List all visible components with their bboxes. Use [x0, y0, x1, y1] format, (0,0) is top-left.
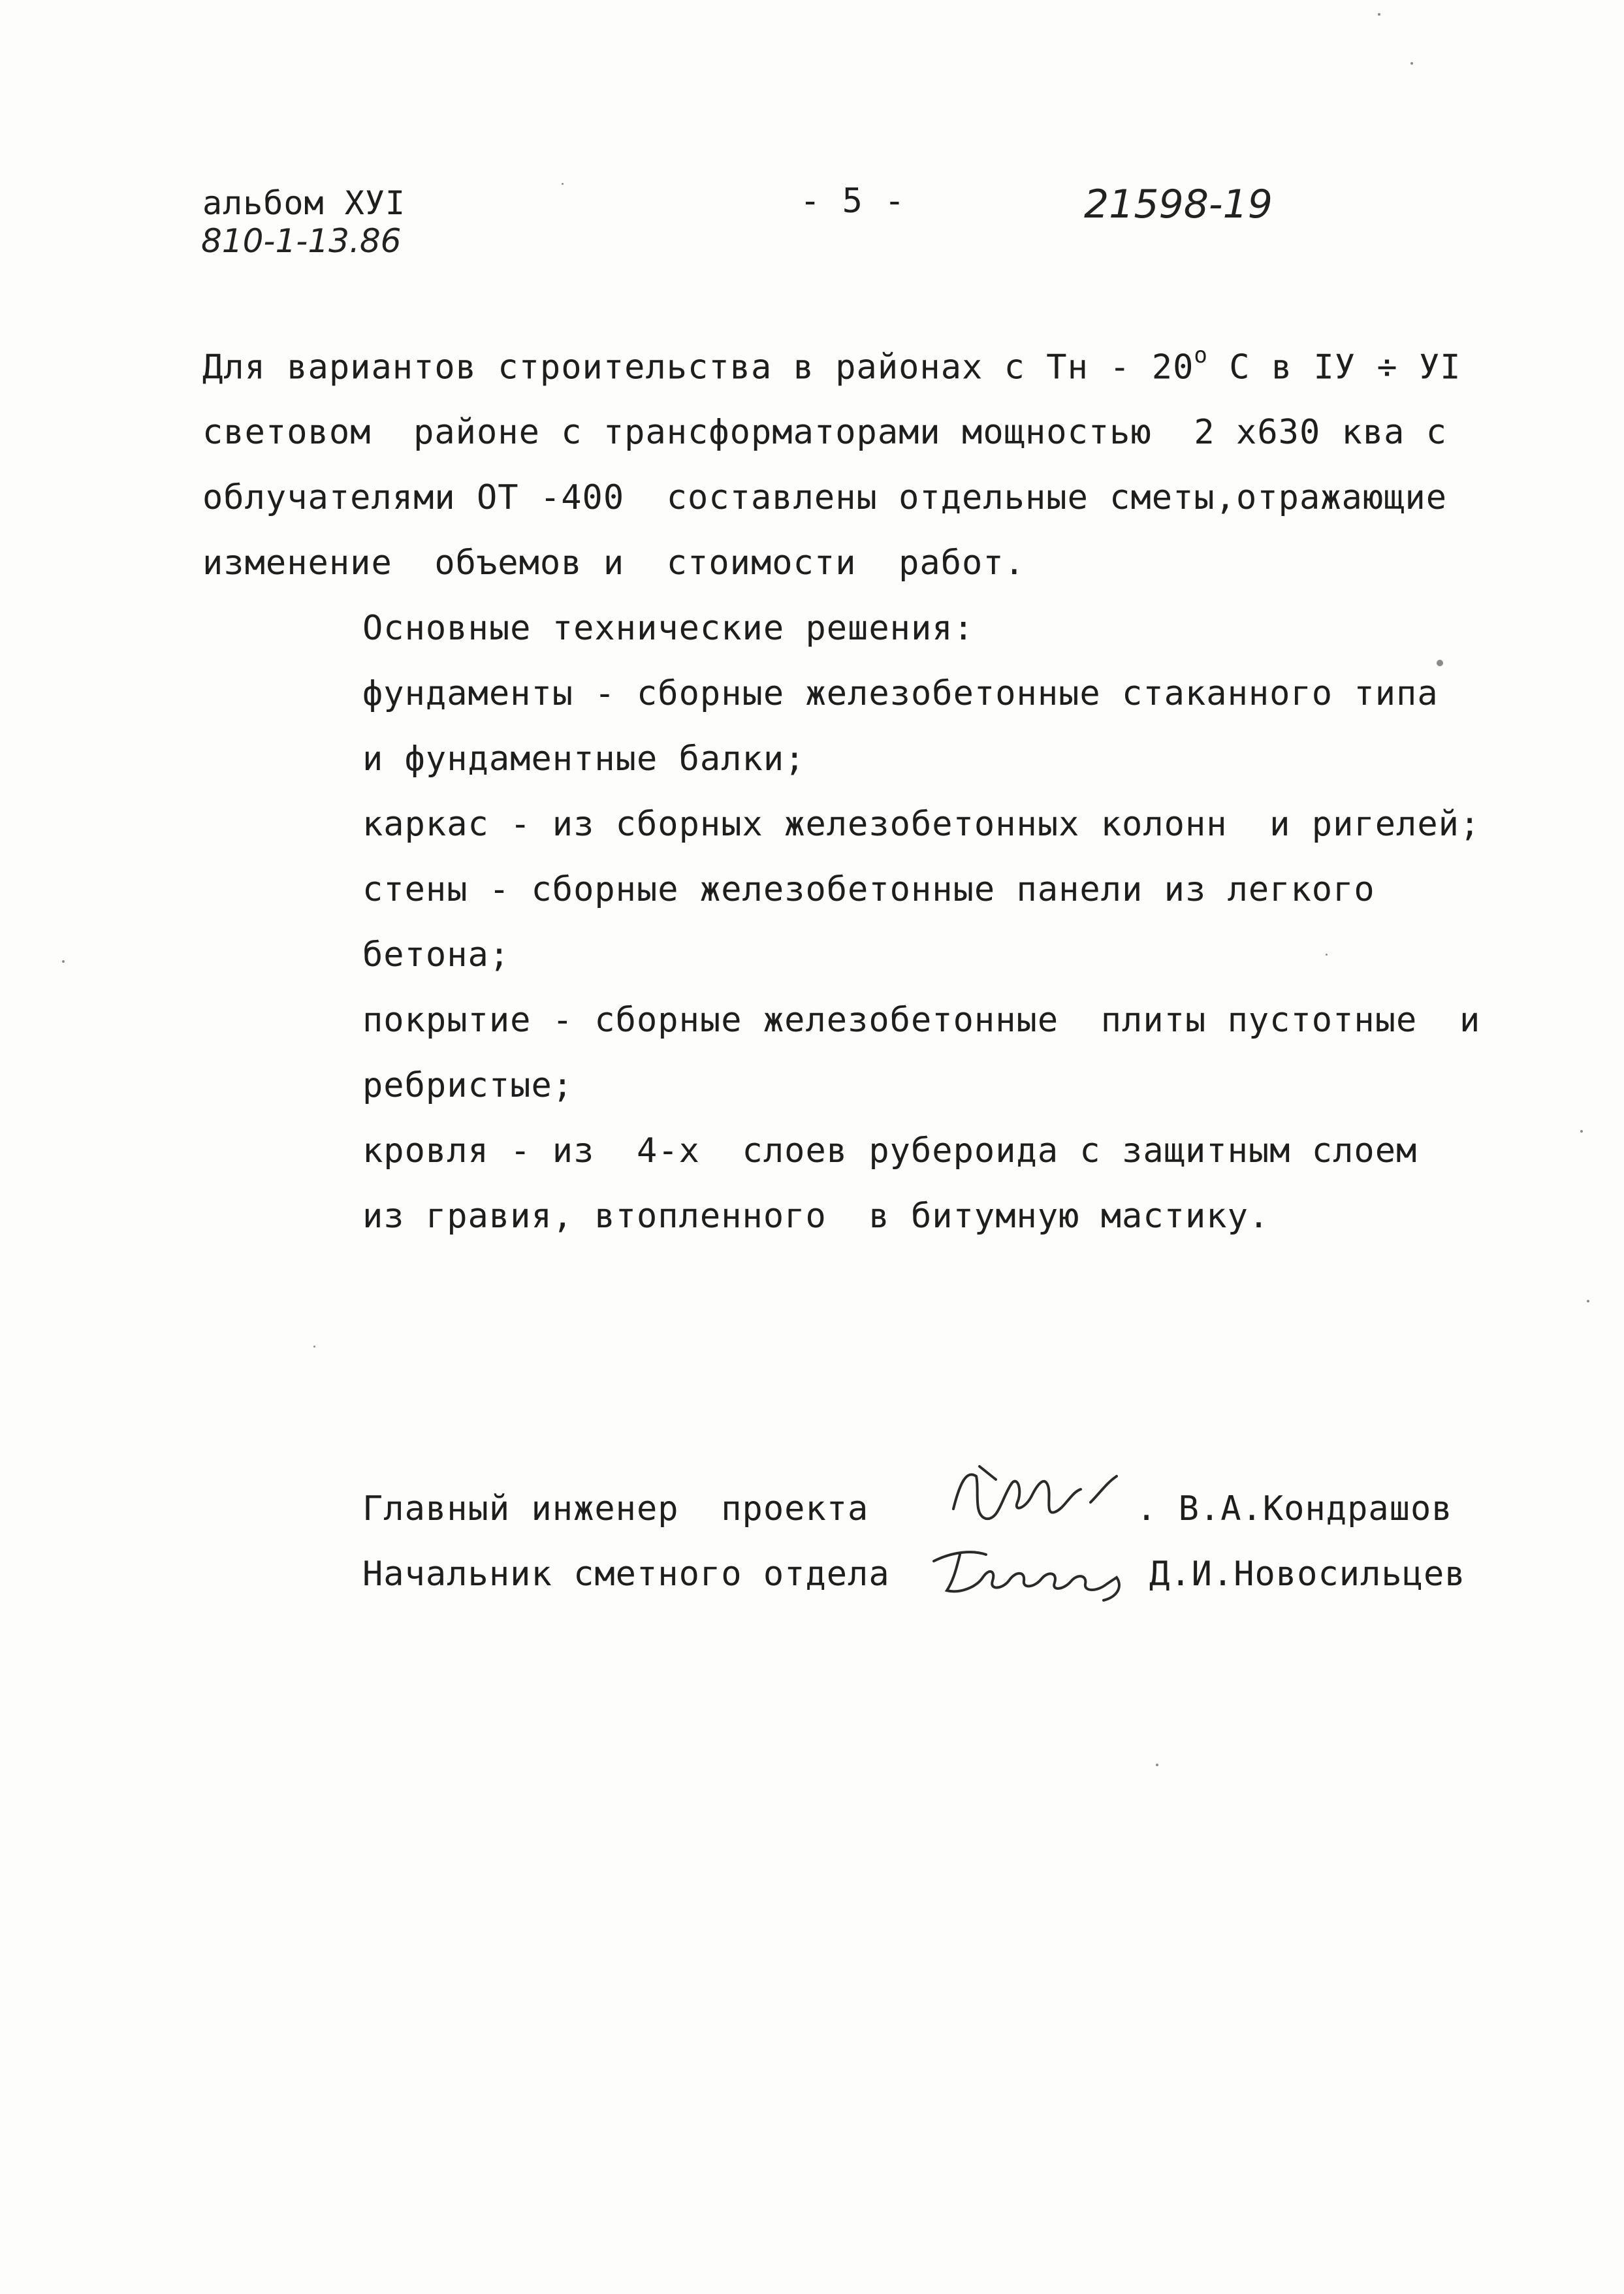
scan-speck	[562, 183, 564, 185]
signature-position-1: Главный инженер проекта	[362, 1489, 869, 1528]
scan-speck	[1326, 954, 1328, 956]
intro-line-3: облучателями ОТ -400 составлены отдельные сметы,отражающие	[202, 478, 1448, 517]
signature-name-2: Д.И.Новосильцев	[1149, 1555, 1466, 1594]
scan-speck	[1410, 62, 1413, 65]
document-number-handwritten: 21598-19	[1084, 182, 1273, 227]
decision-line-8: кровля - из 4-х слоев рубероида с защитным слоем	[362, 1131, 1418, 1171]
intro-line-4: изменение объемов и стоимости работ.	[202, 543, 1025, 583]
signature-scribble-2	[921, 1532, 1156, 1604]
intro-line-1	[202, 342, 1461, 387]
intro-line-1-text: Для вариантов строительства в районах с Тн - 20	[202, 347, 1194, 387]
decision-line-4: стены - сборные железобетонные панели из легкого	[362, 870, 1375, 909]
decision-line-3: каркас - из сборных железобетонных колонн и ригелей;	[362, 805, 1481, 844]
album-label: альбом XУI	[202, 184, 406, 222]
scan-speck	[1587, 1300, 1589, 1302]
scan-speck	[1378, 13, 1380, 16]
scan-speck	[1437, 660, 1443, 666]
decision-line-2: и фундаментные балки;	[362, 739, 806, 779]
page-number: - 5 -	[800, 182, 906, 221]
project-code-handwritten: 810-1-13.86	[201, 222, 402, 260]
decision-line-7: ребристые;	[362, 1066, 574, 1105]
decision-line-5: бетона;	[362, 935, 511, 975]
signature-name-1: . В.А.Кондрашов	[1136, 1489, 1453, 1528]
decision-line-9: из гравия, втопленного в битумную мастику.	[362, 1197, 1270, 1236]
scan-speck	[313, 1346, 315, 1348]
intro-line-1-suffix: С в IУ ÷ УI	[1207, 347, 1461, 387]
scan-speck	[1580, 1130, 1583, 1133]
intro-line-2: световом районе с трансформаторами мощностью 2 х630 ква с	[202, 413, 1448, 452]
signature-scribble-1	[940, 1457, 1136, 1535]
scan-speck	[1156, 1764, 1158, 1766]
scan-speck	[62, 960, 65, 963]
signature-position-2: Начальник сметного отдела	[362, 1555, 890, 1594]
decisions-title: Основные технические решения:	[362, 609, 974, 648]
decision-line-6: покрытие - сборные железобетонные плиты пустотные и	[362, 1001, 1481, 1040]
degree-sign: о	[1194, 342, 1208, 368]
decision-line-1: фундаменты - сборные железобетонные стаканного типа	[362, 674, 1439, 713]
